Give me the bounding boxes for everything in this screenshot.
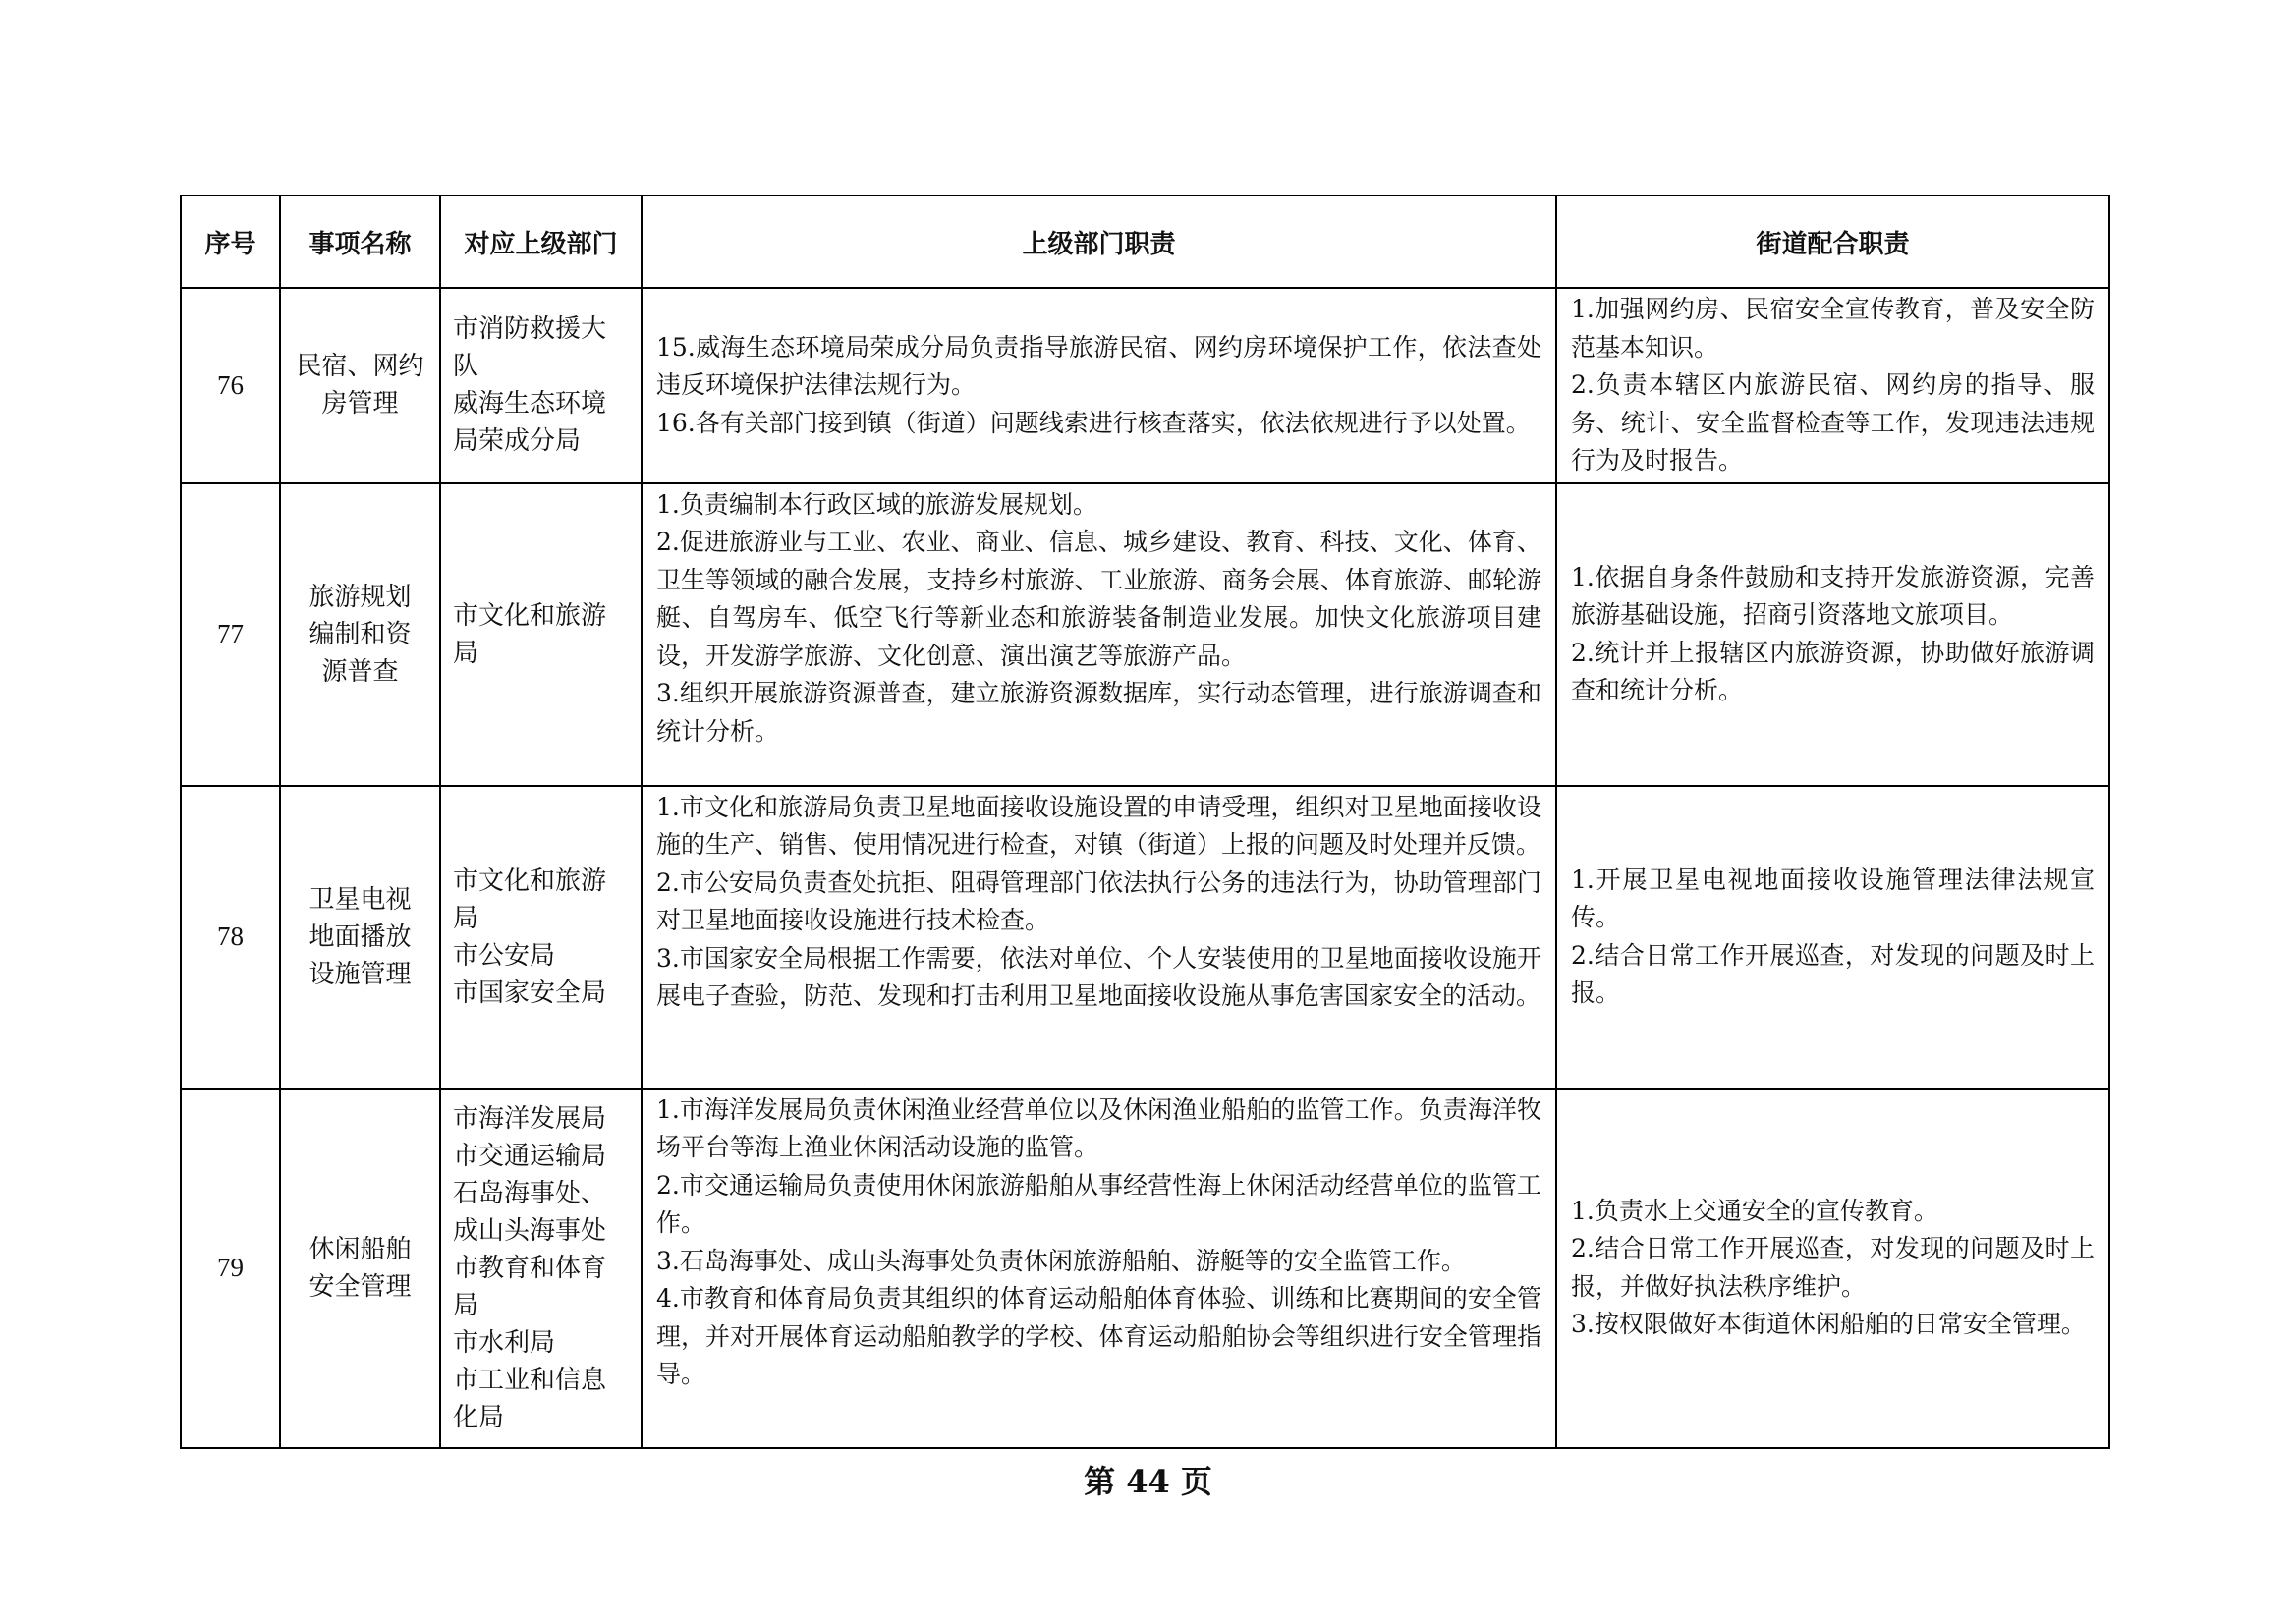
duty-paragraph: 3.石岛海事处、成山头海事处负责休闲旅游船舶、游艇等的安全监管工作。 bbox=[656, 1246, 1466, 1275]
department-duties bbox=[642, 1089, 1556, 1448]
department-line: 市文化和旅游 bbox=[453, 866, 607, 896]
duty-paragraph: 3.组织开展旅游资源普查，建立旅游资源数据库，实行动态管理，进行旅游调查和统计分析。 bbox=[656, 679, 1541, 746]
street-duties bbox=[1556, 786, 2109, 1089]
duty-paragraph: 3.市国家安全局根据工作需要，依法对单位、个人安装使用的卫星地面接收设施开展电子查验，防范、发现和打击利用卫星地面接收设施从事危害国家安全的活动。 bbox=[656, 943, 1541, 1010]
duty-paragraph: 2.促进旅游业与工业、农业、商业、信息、城乡建设、教育、科技、文化、体育、卫生等领域的融合发展，支持乡村旅游、工业旅游、商务会展、体育旅游、邮轮游艇、自驾房车、低空飞行等新业态和旅游装备制造业发展。加快文化旅游项目建设，开发游学旅游、文化创意、演出演艺等旅游产品。 bbox=[656, 528, 1541, 670]
department-duties bbox=[642, 786, 1556, 1089]
table-row bbox=[181, 483, 2109, 786]
duty-paragraph: 2.市公安局负责查处抗拒、阻碍管理部门依法执行公务的违法行为，协助管理部门对卫星地面接收设施进行技术检查。 bbox=[656, 867, 1541, 934]
department-list bbox=[440, 1089, 642, 1448]
coop-paragraph: 2.结合日常工作开展巡查，对发现的问题及时上报。 bbox=[1571, 940, 2095, 1007]
coop-paragraph: 2.负责本辖区内旅游民宿、网约房的指导、服务、统计、安全监督检查等工作，发现违法违规行为及时报告。 bbox=[1571, 370, 2095, 475]
department-line: 市交通运输局 bbox=[453, 1141, 607, 1171]
coop-paragraph: 2.统计并上报辖区内旅游资源，协助做好旅游调查和统计分析。 bbox=[1571, 638, 2095, 704]
header-item: 事项名称 bbox=[280, 196, 440, 288]
item-name-line: 源普查 bbox=[321, 656, 399, 687]
department-line: 市教育和体育 bbox=[453, 1253, 607, 1283]
department-line: 局 bbox=[453, 903, 479, 933]
item-name bbox=[280, 786, 440, 1089]
department-line: 市工业和信息 bbox=[453, 1365, 607, 1395]
page-number: 第 44 页 bbox=[1084, 1463, 1212, 1500]
duty-paragraph: 1.市文化和旅游局负责卫星地面接收设施设置的申请受理，组织对卫星地面接收设施的生产、销售、使用情况进行检查，对镇（街道）上报的问题及时处理并反馈。 bbox=[656, 792, 1541, 859]
coop-paragraph: 1.加强网约房、民宿安全宣传教育，普及安全防范基本知识。 bbox=[1571, 295, 2095, 362]
duty-paragraph: 4.市教育和体育局负责其组织的体育运动船舶体育体验、训练和比赛期间的安全管理，并对开展体育运动船舶教学的学校、体育运动船舶协会等组织进行安全管理指导。 bbox=[656, 1284, 1541, 1388]
table-header-row bbox=[181, 196, 2109, 288]
street-duties bbox=[1556, 1089, 2109, 1448]
item-name-line: 卫星电视 bbox=[308, 884, 412, 915]
header-no: 序号 bbox=[181, 196, 280, 288]
item-name-line: 旅游规划 bbox=[308, 582, 412, 612]
table-row bbox=[181, 1089, 2109, 1448]
item-name-line: 编制和资 bbox=[308, 619, 412, 649]
coop-paragraph: 1.负责水上交通安全的宣传教育。 bbox=[1571, 1196, 1938, 1225]
row-number: 78 bbox=[181, 786, 280, 1089]
street-duties bbox=[1556, 483, 2109, 786]
department-line: 局 bbox=[453, 638, 479, 668]
item-name-line: 房管理 bbox=[321, 389, 399, 420]
item-name-line: 设施管理 bbox=[308, 959, 412, 989]
department-line: 局荣成分局 bbox=[453, 426, 582, 457]
item-name bbox=[280, 288, 440, 483]
coop-paragraph: 3.按权限做好本街道休闲船舶的日常安全管理。 bbox=[1571, 1310, 2086, 1338]
department-line: 局 bbox=[453, 1290, 479, 1320]
department-line: 队 bbox=[453, 352, 479, 382]
department-list bbox=[440, 786, 642, 1089]
department-list bbox=[440, 288, 642, 483]
department-duties bbox=[642, 483, 1556, 786]
department-line: 市水利局 bbox=[453, 1327, 556, 1358]
duty-paragraph: 1.负责编制本行政区域的旅游发展规划。 bbox=[656, 489, 1097, 519]
duty-paragraph: 16.各有关部门接到镇（街道）问题线索进行核查落实，依法依规进行予以处置。 bbox=[656, 408, 1531, 437]
department-line: 成山头海事处 bbox=[453, 1215, 607, 1246]
item-name bbox=[280, 1089, 440, 1448]
header-duty: 上级部门职责 bbox=[642, 196, 1556, 288]
duty-paragraph: 15.威海生态环境局荣成分局负责指导旅游民宿、网约房环境保护工作，依法查处违反环境保护法律法规行为。 bbox=[656, 332, 1541, 399]
row-number: 76 bbox=[181, 288, 280, 483]
item-name-line: 休闲船舶 bbox=[308, 1234, 412, 1264]
row-number: 79 bbox=[181, 1089, 280, 1448]
header-coop: 街道配合职责 bbox=[1556, 196, 2109, 288]
coop-paragraph: 1.开展卫星电视地面接收设施管理法律法规宣传。 bbox=[1571, 865, 2095, 931]
coop-paragraph: 2.结合日常工作开展巡查，对发现的问题及时上报，并做好执法秩序维护。 bbox=[1571, 1234, 2095, 1301]
coop-paragraph: 1.依据自身条件鼓励和支持开发旅游资源，完善旅游基础设施，招商引资落地文旅项目。 bbox=[1571, 562, 2095, 629]
item-name-line: 安全管理 bbox=[308, 1271, 412, 1302]
item-name-line: 民宿、网约 bbox=[296, 352, 424, 382]
street-duties bbox=[1556, 288, 2109, 483]
header-dept: 对应上级部门 bbox=[440, 196, 642, 288]
department-line: 市国家安全局 bbox=[453, 978, 607, 1008]
department-line: 市消防救援大 bbox=[453, 314, 607, 345]
responsibility-table bbox=[180, 195, 2110, 1449]
item-name bbox=[280, 483, 440, 786]
department-line: 威海生态环境 bbox=[453, 389, 607, 420]
department-list bbox=[440, 483, 642, 786]
department-line: 市文化和旅游 bbox=[453, 600, 607, 631]
item-name-line: 地面播放 bbox=[308, 922, 412, 952]
table-row bbox=[181, 786, 2109, 1089]
department-duties bbox=[642, 288, 1556, 483]
department-line: 市公安局 bbox=[453, 940, 556, 971]
department-line: 石岛海事处、 bbox=[453, 1178, 607, 1208]
department-line: 市海洋发展局 bbox=[453, 1103, 607, 1134]
department-line: 化局 bbox=[453, 1402, 505, 1432]
duty-paragraph: 2.市交通运输局负责使用休闲旅游船舶从事经营性海上休闲活动经营单位的监管工作。 bbox=[656, 1170, 1541, 1237]
table-row bbox=[181, 288, 2109, 483]
duty-paragraph: 1.市海洋发展局负责休闲渔业经营单位以及休闲渔业船舶的监管工作。负责海洋牧场平台等海上渔业休闲活动设施的监管。 bbox=[656, 1094, 1541, 1161]
row-number: 77 bbox=[181, 483, 280, 786]
